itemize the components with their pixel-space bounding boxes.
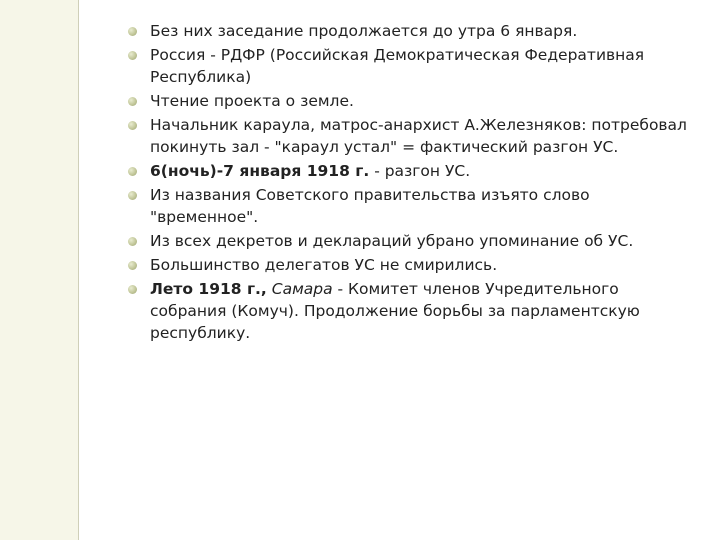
bullet-text: Чтение проекта о земле. bbox=[150, 92, 354, 110]
bullet-item-9 bbox=[128, 278, 698, 344]
bullet-text: Из названия Советского правительства изъято слово "временное". bbox=[150, 186, 590, 226]
bullet-dot-icon bbox=[128, 237, 137, 246]
bullet-dot-icon bbox=[128, 27, 137, 36]
bullet-dot-icon bbox=[128, 97, 137, 106]
bullet-dot-icon bbox=[128, 191, 137, 200]
bullet-dot-icon bbox=[128, 121, 137, 130]
bullet-item-2 bbox=[128, 44, 698, 88]
bullet-text: - разгон УС. bbox=[369, 162, 471, 180]
bullet-italic-place: Самара bbox=[266, 280, 333, 298]
bullet-text: Начальник караула, матрос-анархист А.Железняков: потребовал покинуть зал - "караул устал" = фактический разгон УС. bbox=[150, 116, 687, 156]
bullet-item-8 bbox=[128, 254, 698, 276]
bullet-bold-date: Лето 1918 г., bbox=[150, 280, 267, 298]
left-divider-line bbox=[78, 0, 79, 540]
bullet-item-6 bbox=[128, 184, 698, 228]
bullet-text: Россия - РДФР (Российская Демократическая Федеративная Республика) bbox=[150, 46, 645, 86]
bullet-item-3 bbox=[128, 90, 698, 112]
bullet-list bbox=[128, 20, 698, 346]
bullet-dot-icon bbox=[128, 285, 137, 294]
bullet-dot-icon bbox=[128, 167, 137, 176]
bullet-text: Большинство делегатов УС не смирились. bbox=[150, 256, 498, 274]
left-decorative-band bbox=[0, 0, 78, 540]
bullet-dot-icon bbox=[128, 51, 137, 60]
bullet-text: Из всех декретов и деклараций убрано упоминание об УС. bbox=[150, 232, 634, 250]
bullet-text: Без них заседание продолжается до утра 6 января. bbox=[150, 22, 578, 40]
bullet-item-1 bbox=[128, 20, 698, 42]
bullet-bold-date: 6(ночь)-7 января 1918 г. bbox=[150, 162, 370, 180]
bullet-dot-icon bbox=[128, 261, 137, 270]
bullet-text: - Комитет членов Учредительного собрания (Комуч). Продолжение борьбы за парламентскую республику. bbox=[150, 280, 640, 342]
bullet-item-5 bbox=[128, 160, 698, 182]
bullet-item-4 bbox=[128, 114, 698, 158]
bullet-item-7 bbox=[128, 230, 698, 252]
